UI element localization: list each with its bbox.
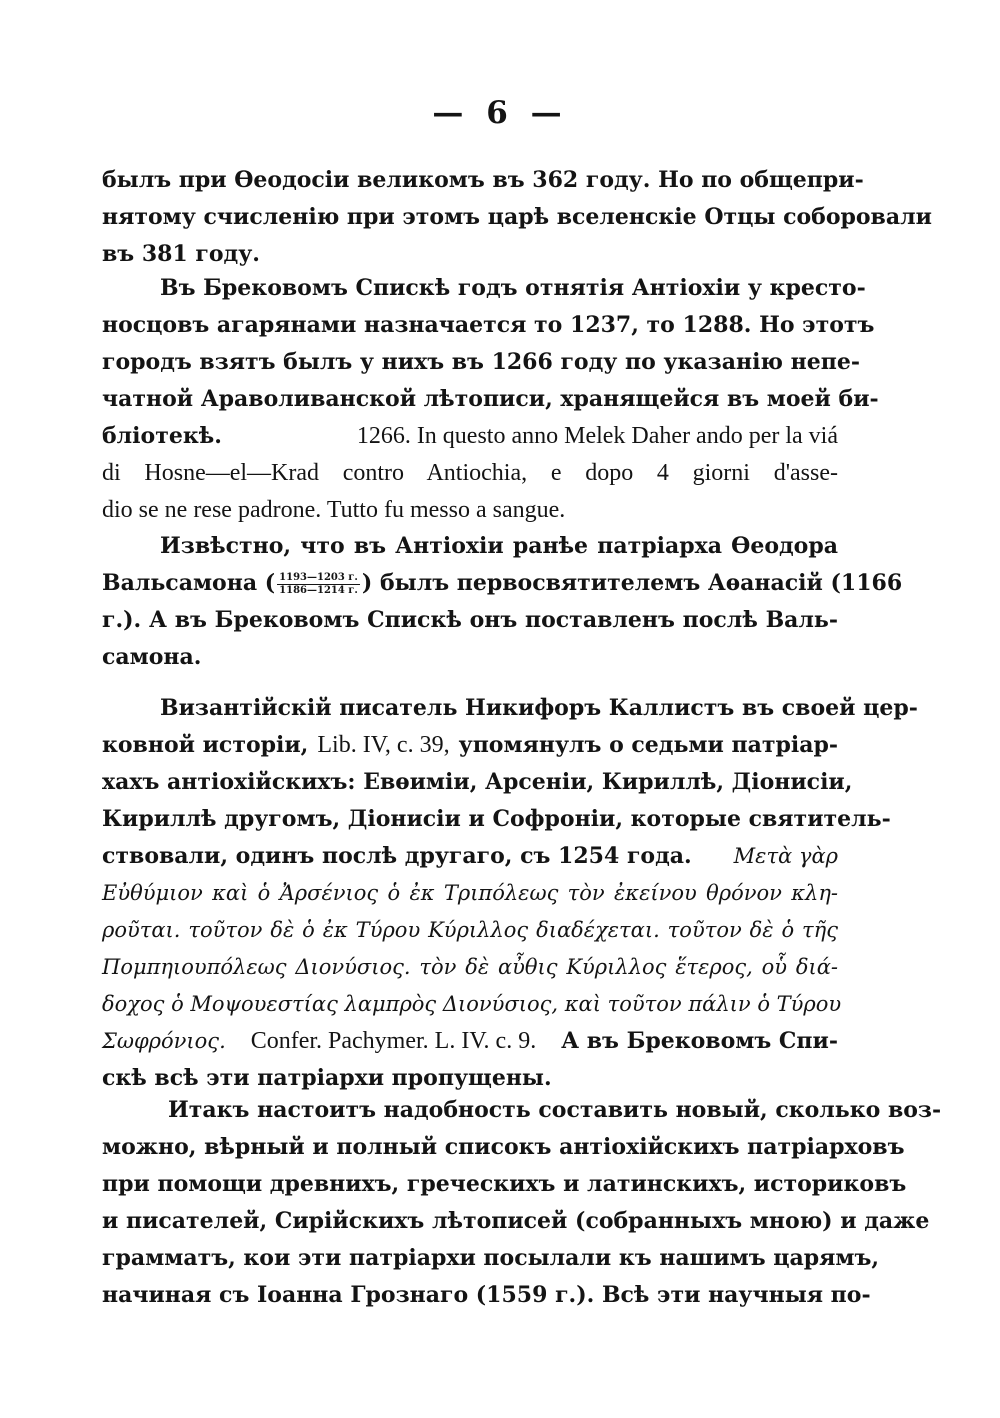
text-line — [102, 727, 838, 764]
italian-quote: 1266. In questo anno Melek Daher ando per la viá — [356, 423, 838, 449]
text-line: носцовъ агарянами назначается то 1237, то 1288. Но этотъ — [102, 312, 875, 338]
paragraph-3 — [102, 528, 903, 676]
greek-quote: Μετὰ γὰρ — [733, 844, 838, 868]
text-line: при помощи древнихъ, греческихъ и латинскихъ, историковъ — [102, 1171, 907, 1197]
text-line: самона. — [102, 644, 202, 670]
paragraph-5 — [102, 1092, 942, 1314]
text-line: нятому счисленію при этомъ царѣ вселенскіе Отцы соборовали — [102, 204, 932, 230]
paragraph-1 — [102, 162, 932, 273]
greek-quote: Σωφρόνιος. — [102, 1029, 226, 1053]
text-segment: А въ Брековомъ Спи- — [561, 1028, 838, 1054]
text-line: Извѣстно, что въ Антіохіи ранѣе патріарха Ѳеодора — [160, 533, 838, 559]
text-line: Византійскій писатель Никифоръ Каллистъ въ своей цер- — [160, 695, 918, 721]
text-line: скѣ всѣ эти патріархи пропущены. — [102, 1065, 552, 1091]
page-number: — 6 — — [432, 95, 568, 131]
text-line: хахъ антіохійскихъ: Евѳиміи, Арсеніи, Кириллѣ, Діонисіи, — [102, 769, 853, 795]
text-line — [102, 418, 838, 455]
paragraph-4 — [102, 690, 918, 1097]
text-segment: бліотекѣ. — [102, 423, 222, 449]
italian-quote-line: dio se ne rese padrone. Tutto fu messo a sangue. — [102, 497, 566, 523]
fraction-top: 1193—1203 г. — [279, 571, 358, 583]
text-line — [102, 838, 838, 875]
greek-quote-line: Εὐθύμιον καὶ ὁ Ἀρσένιος ὁ ἐκ Τριπόλεως τὸν ἐκείνου θρόνον κλη- — [102, 881, 838, 905]
text-line: грамматъ, кои эти патріархи посылали къ нашимъ царямъ, — [102, 1245, 880, 1271]
fraction-bottom: 1186—1214 г. — [279, 584, 358, 596]
text-line: Итакъ настоитъ надобность составить новый, сколько воз- — [168, 1097, 942, 1123]
greek-quote-line: Πομπηιουπόλεως Διονύσιος. τὸν δὲ αὖθις Κύριλλος ἕτερος, οὗ διά- — [102, 955, 838, 979]
text-segment: ковной исторіи, — [102, 732, 309, 758]
text-segment: ) былъ первосвятителемъ Аѳанасій (1166 — [361, 570, 903, 596]
date-fraction — [277, 572, 360, 597]
text-line: чатной Араволиванской лѣтописи, хранящейся въ моей би- — [102, 386, 879, 412]
text-line: начиная съ Іоанна Грознаго (1559 г.). Всѣ эти научныя по- — [102, 1282, 871, 1308]
text-line: и писателей, Сирійскихъ лѣтописей (собранныхъ мною) и даже — [102, 1208, 930, 1234]
text-line: былъ при Ѳеодосіи великомъ въ 362 году. Но по общепри- — [102, 167, 864, 193]
text-segment: Вальсамона ( — [102, 570, 276, 596]
paragraph-2 — [102, 270, 879, 529]
text-line: можно, вѣрный и полный списокъ антіохійскихъ патріарховъ — [102, 1134, 905, 1160]
text-line: г.). А въ Брековомъ Спискѣ онъ поставленъ послѣ Валь- — [102, 607, 838, 633]
text-segment: упомянулъ о седьми патріар- — [458, 732, 838, 758]
text-line: городъ взятъ былъ у нихъ въ 1266 году по указанію непе- — [102, 349, 860, 375]
latin-reference: Confer. Pachymer. L. IV. c. 9. — [250, 1028, 537, 1054]
text-segment: ствовали, одинъ послѣ другаго, съ 1254 года. — [102, 843, 692, 869]
text-line — [102, 1023, 838, 1060]
italian-quote-line: di Hosne—el—Krad contro Antiochia, e dopo 4 giorni d'asse- — [102, 460, 838, 486]
text-segment — [102, 565, 362, 602]
greek-quote-line: ροῦται. τοῦτον δὲ ὁ ἐκ Τύρου Κύριλλος διαδέχεται. τοῦτον δὲ ὁ τῆς — [102, 918, 838, 942]
latin-reference: Lib. IV, c. 39, — [317, 732, 450, 758]
text-line: Кириллѣ другомъ, Діонисіи и Софроніи, которые святитель- — [102, 806, 891, 832]
text-line: въ 381 году. — [102, 241, 260, 267]
text-line: Въ Брековомъ Спискѣ годъ отнятія Антіохіи у кресто- — [160, 275, 866, 301]
text-line — [102, 565, 903, 602]
greek-quote-line: δοχος ὁ Μοψουεστίας λαμπρὸς Διονύσιος, καὶ τοῦτον πάλιν ὁ Τύρου — [102, 992, 842, 1016]
